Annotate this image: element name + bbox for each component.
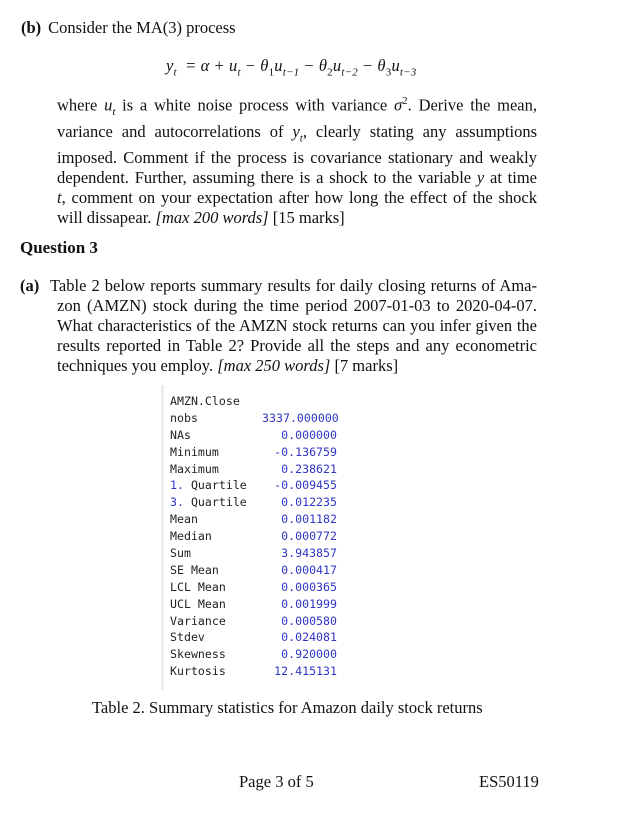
stats-value: 0.000000 (281, 427, 337, 442)
stats-value: 3337.000000 (262, 410, 339, 425)
stats-label (170, 477, 262, 494)
stats-row (170, 494, 337, 511)
stats-value: -0.136759 (274, 444, 337, 459)
part-b-line-1: where $u_t$ is a white noise process with variance $\sigma^2$. Derive the mean, (57, 95, 537, 118)
eq-term (210, 56, 241, 79)
eq-coefficient-sub: 1 (268, 66, 275, 79)
stats-value: -0.009455 (274, 478, 337, 493)
stats-table-body (170, 393, 337, 680)
part-a-line-2: zon (AMZN) stock during the time period 2007-01-03 to 2020-04-07. (57, 296, 537, 315)
stats-row (170, 528, 337, 545)
stats-row (170, 646, 337, 663)
stats-label (170, 629, 262, 646)
stats-row (170, 461, 337, 478)
part-b-line-3: imposed. Comment if the process is covariance stationary and weakly (57, 148, 537, 168)
stats-label (170, 427, 262, 444)
part-a-line-4: results reported in Table 2? Provide all the steps and any econometric (57, 336, 537, 355)
stats-row (170, 477, 337, 494)
stats-label-text: Minimum (170, 444, 219, 459)
eq-variable-sub: t−2 (341, 66, 358, 79)
ma3-equation (166, 56, 416, 78)
stats-value: 0.001182 (281, 512, 337, 527)
stats-label (170, 545, 262, 562)
stats-label-text: Mean (170, 512, 198, 527)
marks: [15 marks] (268, 208, 345, 228)
stats-label (170, 663, 262, 680)
part-b-line-6: will dissapear. [max 200 words] [15 marks] (57, 208, 345, 228)
eq-variable: u (229, 56, 238, 75)
stats-row (170, 511, 337, 528)
stats-label (170, 494, 262, 511)
part-a-paragraph (50, 276, 537, 376)
stats-label (170, 596, 262, 613)
stats-label-text: Median (170, 529, 212, 544)
eq-coefficient: θ (260, 56, 269, 75)
summary-statistics-table (161, 385, 379, 690)
eq-term (181, 56, 209, 75)
stats-label-text: NAs (170, 427, 191, 442)
stats-row (170, 596, 337, 613)
stats-label-text: UCL Mean (170, 596, 226, 611)
eq-variable-sub: t (237, 66, 241, 79)
eq-coefficient: θ (377, 56, 386, 75)
word-limit: [max 200 words] (155, 208, 269, 228)
page-number: Page 3 of 5 (239, 772, 314, 791)
eq-coefficient: θ (318, 56, 328, 75)
stats-label-text: Quartile (183, 478, 247, 493)
stats-row (170, 579, 337, 596)
part-a-line-3: What characteristics of the AMZN stock returns can you infer given the (57, 316, 537, 335)
stats-row (170, 663, 337, 680)
part-b-paragraph (57, 91, 537, 228)
eq-term (241, 56, 300, 79)
stats-label-text: Kurtosis (170, 664, 226, 679)
stats-label (170, 410, 262, 427)
stats-label-text: Variance (170, 613, 226, 628)
stats-label-text: Sum (170, 546, 191, 561)
stats-label (170, 444, 262, 461)
part-b-intro (21, 18, 236, 38)
eq-variable: α (200, 56, 210, 75)
course-code: ES50119 (479, 772, 539, 791)
stats-label-prefix: 3. (170, 495, 184, 510)
stats-row (170, 427, 337, 444)
stats-value: 0.001999 (281, 596, 337, 611)
stats-label-text: Maximum (170, 461, 219, 476)
eq-variable-sub: t−3 (399, 66, 417, 79)
stats-row (170, 613, 337, 630)
marks: [7 marks] (330, 356, 399, 375)
stats-value: 0.000417 (281, 562, 337, 577)
eq-term (358, 56, 417, 79)
table-caption: Table 2. Summary statistics for Amazon daily stock returns (92, 698, 483, 717)
stats-label (170, 646, 262, 663)
eq-variable: u (274, 56, 283, 75)
eq-term (299, 56, 358, 79)
stats-value: 0.012235 (281, 495, 337, 510)
stats-label (170, 511, 262, 528)
stats-label-text: LCL Mean (170, 579, 226, 594)
eq-terms (181, 56, 417, 79)
stats-value: 0.000580 (281, 613, 337, 628)
part-b-intro-text: Consider the MA(3) process (48, 18, 236, 37)
word-limit: [max 250 words] (217, 356, 331, 375)
eq-operator: = (186, 56, 196, 75)
eq-operator: − (245, 56, 256, 75)
stats-row (170, 629, 337, 646)
stats-row (170, 545, 337, 562)
stats-value: 12.415131 (274, 664, 337, 679)
stats-label-text: SE Mean (170, 562, 219, 577)
stats-row (170, 444, 337, 461)
part-a-line-1: Table 2 below reports summary results for daily closing returns of Ama- (50, 276, 537, 295)
stats-label-text: Skewness (170, 647, 226, 662)
part-b-line-5: t, comment on your expectation after how long the effect of the shock (57, 188, 537, 208)
part-b-label: (b) (21, 18, 42, 37)
stats-label (170, 613, 262, 630)
part-b-line-2: variance and autocorrelations of $y_t$, clearly stating any assumptions (57, 121, 538, 145)
eq-operator: − (362, 56, 373, 75)
stats-label (170, 528, 262, 545)
part-b-line-4: dependent. Further, assuming there is a shock to the variable y at time (57, 168, 538, 188)
stats-value: 3.943857 (281, 546, 337, 561)
part-a-label: (a) (20, 276, 40, 295)
eq-coefficient-sub: 3 (385, 66, 392, 79)
stats-value: 0.920000 (281, 647, 337, 662)
stats-row (170, 410, 337, 427)
stats-value: 0.024081 (281, 630, 337, 645)
stats-value: 0.000772 (281, 529, 337, 544)
part-a-line-5: techniques you employ. [max 250 words] [7 marks] (57, 356, 399, 375)
question-heading: Question 3 (20, 238, 98, 257)
stats-label (170, 562, 262, 579)
stats-label-text: Stdev (170, 630, 205, 645)
stats-label-prefix: 1. (170, 478, 184, 493)
eq-variable: u (391, 56, 400, 75)
stats-table-title: AMZN.Close (170, 394, 240, 408)
eq-lhs-sub: t (173, 66, 177, 79)
stats-label-text: nobs (170, 410, 198, 425)
stats-value: 0.000365 (281, 579, 337, 594)
eq-variable-sub: t−1 (282, 66, 300, 79)
stats-label (170, 579, 262, 596)
stats-label (170, 461, 262, 478)
stats-label-text: Quartile (183, 495, 247, 510)
stats-row (170, 562, 337, 579)
stats-value: 0.238621 (281, 461, 337, 476)
eq-variable: u (332, 56, 342, 75)
eq-coefficient-sub: 2 (327, 66, 333, 79)
eq-operator: + (214, 56, 225, 75)
eq-lhs: y (166, 56, 174, 75)
eq-operator: − (304, 56, 314, 75)
